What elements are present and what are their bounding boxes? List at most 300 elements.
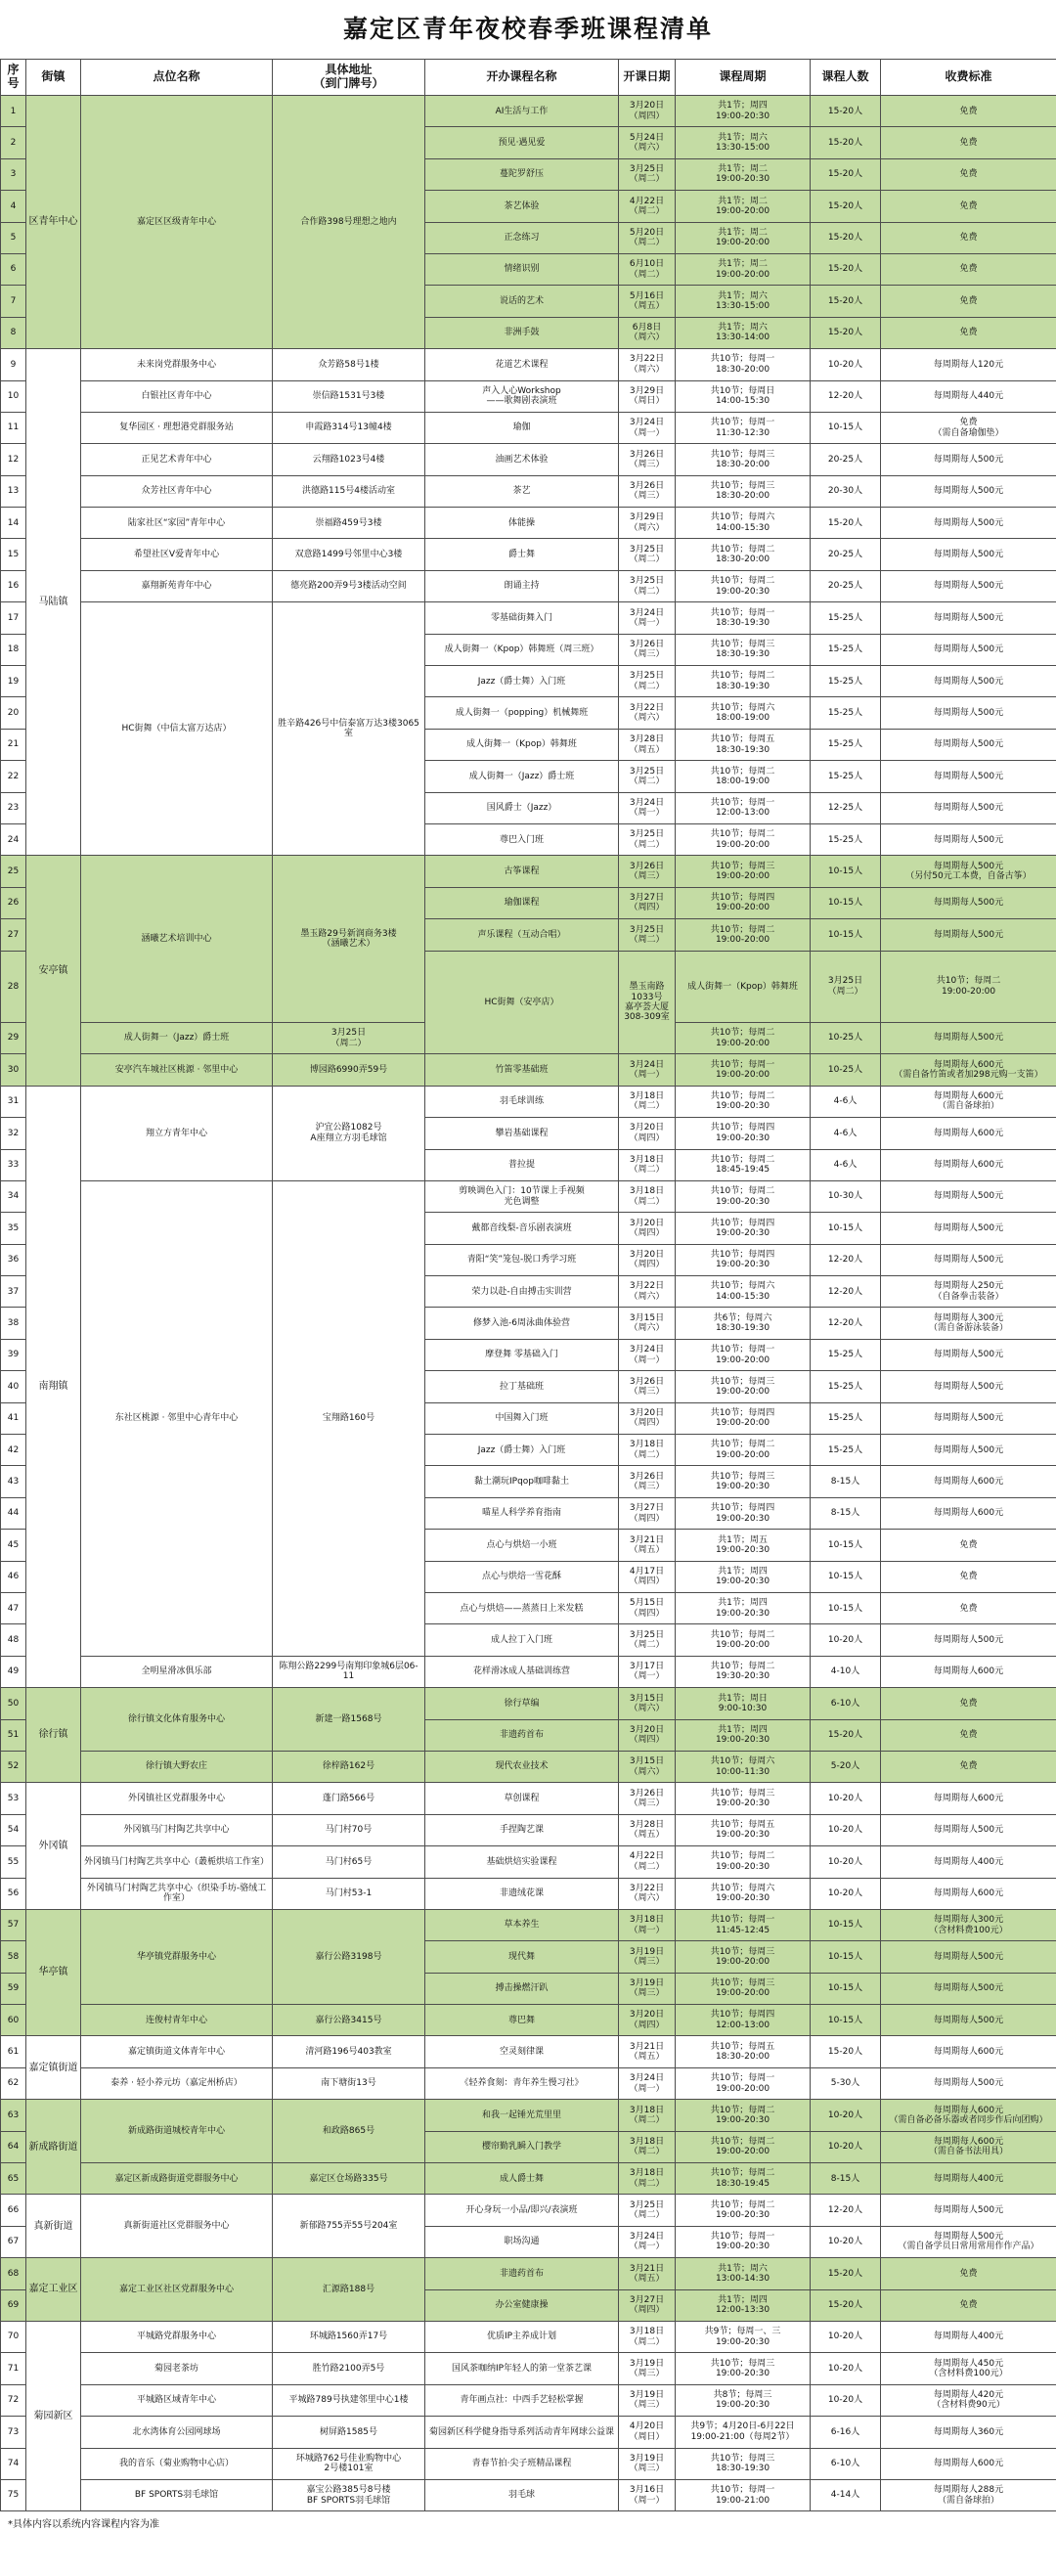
period-cell: 共8节；每周三 19:00-20:30 — [676, 2384, 811, 2416]
row-seq: 8 — [1, 317, 26, 348]
period-cell: 共10节；每周二 18:00-19:00 — [676, 761, 811, 792]
fee-cell: 每周期每人500元 — [881, 761, 1056, 792]
row-seq: 16 — [1, 570, 26, 601]
course-name-cell: 尊巴入门班 — [425, 823, 619, 855]
people-cell: 15-25人 — [811, 1402, 881, 1434]
people-cell: 20-25人 — [811, 444, 881, 475]
point-name-cell: 未来岗党群服务中心 — [81, 349, 273, 380]
point-name-cell: HC街舞（安亭店） — [425, 951, 619, 1054]
period-cell: 共10节；每周二 19:00-20:00 — [676, 1435, 811, 1466]
people-cell: 10-15人 — [811, 1561, 881, 1592]
table-row — [1, 570, 1056, 601]
fee-cell: 每周期每人400元 — [881, 1846, 1056, 1878]
row-seq: 57 — [1, 1909, 26, 1940]
course-name-cell: 现代舞 — [425, 1941, 619, 1973]
period-cell: 共1节；周四 19:00-20:30 — [676, 1592, 811, 1623]
address-cell: 环城路1560弄17号 — [273, 2321, 425, 2352]
period-cell: 共10节；每周一 19:00-20:00 — [676, 2067, 811, 2099]
fee-cell: 每周期每人500元 — [881, 729, 1056, 760]
fee-cell: 免费 — [881, 191, 1056, 222]
point-name-cell: 华亭镇党群服务中心 — [81, 1909, 273, 2004]
row-seq: 68 — [1, 2258, 26, 2289]
row-seq: 49 — [1, 1656, 26, 1687]
course-name-cell: 成人街舞一（Jazz）爵士班 — [81, 1022, 273, 1053]
address-cell: 云翔路1023号4楼 — [273, 444, 425, 475]
people-cell: 10-15人 — [811, 412, 881, 443]
course-name-cell: 点心与烘焙一雪花酥 — [425, 1561, 619, 1592]
course-name-cell: 声乐课程（互动合唱） — [425, 919, 619, 951]
row-seq: 51 — [1, 1719, 26, 1751]
period-cell: 共10节；每周六 14:00-15:30 — [676, 508, 811, 539]
start-date-cell: 3月19日 （周三） — [619, 2353, 676, 2384]
period-cell: 共10节；每周二 19:00-20:30 — [676, 2195, 811, 2226]
row-seq: 11 — [1, 412, 26, 443]
point-name-cell: 真新街道社区党群服务中心 — [81, 2195, 273, 2258]
fee-cell: 每周期每人500元 — [881, 1022, 1056, 1053]
start-date-cell: 4月22日 （周二） — [619, 1846, 676, 1878]
start-date-cell: 3月18日 （周二） — [619, 1149, 676, 1180]
fee-cell: 每周期每人600元 — [881, 1878, 1056, 1909]
fee-cell: 每周期每人500元 — [881, 539, 1056, 570]
row-seq: 26 — [1, 887, 26, 918]
table-row — [1, 2195, 1056, 2226]
course-name-cell: 非遗药首布 — [425, 2258, 619, 2289]
fee-cell: 每周期每人300元 （含材料费100元） — [881, 1909, 1056, 1940]
period-cell: 共1节；周四 12:00-13:30 — [676, 2289, 811, 2321]
street-cell: 南翔镇 — [26, 1086, 81, 1687]
address-cell: 清河路196号403教室 — [273, 2036, 425, 2067]
start-date-cell: 4月17日 （周四） — [619, 1561, 676, 1592]
table-row — [1, 2353, 1056, 2384]
course-name-cell: 尊巴舞 — [425, 2005, 619, 2036]
course-name-cell: 成人街舞一（popping）机械舞班 — [425, 697, 619, 729]
course-name-cell: 国风茶咖纳IP年轻人的第一堂茶艺课 — [425, 2353, 619, 2384]
people-cell: 15-20人 — [811, 317, 881, 348]
start-date-cell: 3月26日 （周三） — [619, 1371, 676, 1402]
row-seq: 6 — [1, 253, 26, 285]
table-row — [1, 1688, 1056, 1719]
table-row — [1, 2384, 1056, 2416]
period-cell: 共1节；周二 19:00-20:00 — [676, 253, 811, 285]
row-seq: 17 — [1, 602, 26, 634]
course-name-cell: 攀岩基础课程 — [425, 1118, 619, 1149]
row-seq: 32 — [1, 1118, 26, 1149]
point-name-cell: 翔立方青年中心 — [81, 1086, 273, 1180]
fee-cell: 每周期每人500元 — [881, 887, 1056, 918]
start-date-cell: 3月18日 （周二） — [619, 2131, 676, 2162]
course-name-cell: 非遗绒花课 — [425, 1878, 619, 1909]
fee-cell: 每周期每人500元 — [881, 666, 1056, 697]
fee-cell: 每周期每人500元 （需自备学员日常用常用作作产品） — [881, 2226, 1056, 2257]
people-cell: 10-15人 — [811, 856, 881, 887]
start-date-cell: 3月25日 （周二） — [619, 1624, 676, 1656]
point-name-cell: 北水湾体育公园网球场 — [81, 2417, 273, 2448]
period-cell: 共10节；每周二 19:00-20:30 — [676, 1180, 811, 1212]
fee-cell: 每周期每人250元 （自备拳击装备） — [881, 1276, 1056, 1308]
people-cell: 10-20人 — [811, 1814, 881, 1845]
table-row — [1, 2417, 1056, 2448]
row-seq: 64 — [1, 2131, 26, 2162]
fee-cell: 每周期每人600元 — [881, 2448, 1056, 2479]
period-cell: 共10节；每周三 19:00-20:30 — [676, 1466, 811, 1497]
period-cell: 共10节；每周一 19:00-20:30 — [676, 2226, 811, 2257]
course-name-cell: 拉丁基础班 — [425, 1371, 619, 1402]
course-name-cell: 瑜伽课程 — [425, 887, 619, 918]
period-cell: 共10节；每周二 19:00-20:30 — [676, 1086, 811, 1117]
fee-cell: 免费 — [881, 127, 1056, 158]
period-cell: 共1节；周四 19:00-20:30 — [676, 1561, 811, 1592]
header-date: 开课日期 — [619, 60, 676, 96]
course-name-cell: 成人街舞一（Kpop）韩舞班 — [676, 951, 811, 1022]
fee-cell: 每周期每人500元 — [881, 1213, 1056, 1244]
street-cell: 马陆镇 — [26, 349, 81, 856]
course-name-cell: 基础烘焙实验课程 — [425, 1846, 619, 1878]
period-cell: 共10节；每周三 19:00-20:00 — [676, 1941, 811, 1973]
start-date-cell: 3月25日 （周二） — [811, 951, 881, 1022]
start-date-cell: 3月21日 （周五） — [619, 1530, 676, 1561]
point-name-cell: BF SPORTS羽毛球馆 — [81, 2479, 273, 2510]
row-seq: 52 — [1, 1751, 26, 1782]
fee-cell: 每周期每人500元 — [881, 1941, 1056, 1973]
period-cell: 共10节；每周二 19:00-20:30 — [676, 570, 811, 601]
fee-cell: 每周期每人300元 （需自备游泳装备） — [881, 1308, 1056, 1339]
row-seq: 54 — [1, 1814, 26, 1845]
address-cell: 徐梓路162号 — [273, 1751, 425, 1782]
row-seq: 20 — [1, 697, 26, 729]
period-cell: 共9节；每周一、三 19:00-20:30 — [676, 2321, 811, 2352]
point-name-cell: 外冈镇马门村陶艺共享中心（织染手坊-骆绒工作室） — [81, 1878, 273, 1909]
people-cell: 15-25人 — [811, 634, 881, 665]
period-cell: 共10节；每周一 11:45-12:45 — [676, 1909, 811, 1940]
street-cell: 真新街道 — [26, 2195, 81, 2258]
course-name-cell: 喵星人科学养育指南 — [425, 1497, 619, 1529]
period-cell: 共10节；每周二 19:00-20:30 — [676, 1846, 811, 1878]
start-date-cell: 3月25日 （周二） — [273, 1022, 425, 1053]
row-seq: 61 — [1, 2036, 26, 2067]
header-seq: 序号 — [1, 60, 26, 96]
table-row — [1, 2036, 1056, 2067]
row-seq: 18 — [1, 634, 26, 665]
fee-cell: 每周期每人288元 （需自备球拍） — [881, 2479, 1056, 2510]
table-body — [1, 96, 1056, 2511]
street-cell: 菊园新区 — [26, 2321, 81, 2510]
period-cell: 共10节；每周三 19:00-20:00 — [676, 1973, 811, 2004]
course-name-cell: 朗诵主持 — [425, 570, 619, 601]
row-seq: 37 — [1, 1276, 26, 1308]
period-cell: 共10节；每周日 14:00-15:30 — [676, 380, 811, 412]
point-name-cell: 泰养 · 轻小养元坊（嘉定州桥店） — [81, 2067, 273, 2099]
start-date-cell: 3月18日 （周一） — [619, 1909, 676, 1940]
period-cell: 共9节；4月20日-6月22日 19:00-21:00（每周2节） — [676, 2417, 811, 2448]
fee-cell: 每周期每人600元 — [881, 1656, 1056, 1687]
address-cell: 蓬门路566号 — [273, 1783, 425, 1814]
table-row — [1, 1783, 1056, 1814]
course-name-cell: 国风爵士（Jazz） — [425, 792, 619, 823]
table-row — [1, 2321, 1056, 2352]
fee-cell: 免费 — [881, 1592, 1056, 1623]
people-cell: 12-20人 — [811, 1244, 881, 1275]
address-cell: 博园路6990弄59号 — [273, 1054, 425, 1086]
row-seq: 5 — [1, 222, 26, 253]
start-date-cell: 3月24日 （周一） — [619, 792, 676, 823]
start-date-cell: 3月27日 （周四） — [619, 1497, 676, 1529]
period-cell: 共10节；每周六 10:00-11:30 — [676, 1751, 811, 1782]
start-date-cell: 3月26日 （周三） — [619, 856, 676, 887]
fee-cell: 免费 — [881, 253, 1056, 285]
row-seq: 7 — [1, 286, 26, 317]
period-cell: 共10节；每周五 18:30-19:30 — [676, 729, 811, 760]
row-seq: 4 — [1, 191, 26, 222]
point-name-cell: 正见艺术青年中心 — [81, 444, 273, 475]
period-cell: 共10节；每周二 19:00-20:00 — [676, 919, 811, 951]
fee-cell: 每周期每人600元 （需自备必备乐器或者同步作后向团购） — [881, 2100, 1056, 2131]
start-date-cell: 3月16日 （周一） — [619, 2479, 676, 2510]
table-row — [1, 1054, 1056, 1086]
row-seq: 35 — [1, 1213, 26, 1244]
period-cell: 共1节；周六 13:30-15:00 — [676, 127, 811, 158]
people-cell: 5-20人 — [811, 1751, 881, 1782]
address-cell: 洪德路115号4楼活动室 — [273, 475, 425, 507]
start-date-cell: 3月18日 （周二） — [619, 1435, 676, 1466]
start-date-cell: 3月24日 （周一） — [619, 1054, 676, 1086]
people-cell: 4-6人 — [811, 1118, 881, 1149]
header-street: 街镇 — [26, 60, 81, 96]
fee-cell: 每周期每人500元 — [881, 634, 1056, 665]
people-cell: 15-25人 — [811, 697, 881, 729]
people-cell: 10-25人 — [811, 1054, 881, 1086]
table-row — [1, 2448, 1056, 2479]
period-cell: 共10节；每周一 19:00-20:00 — [676, 1339, 811, 1370]
row-seq: 46 — [1, 1561, 26, 1592]
row-seq: 50 — [1, 1688, 26, 1719]
fee-cell: 每周期每人500元 — [881, 602, 1056, 634]
fee-cell: 每周期每人600元 （需自备球拍） — [881, 1086, 1056, 1117]
course-name-cell: 搏击操燃汗趴 — [425, 1973, 619, 2004]
start-date-cell: 5月15日 （周四） — [619, 1592, 676, 1623]
point-name-cell: HC街舞（中信太富万达店） — [81, 602, 273, 856]
fee-cell: 免费 — [881, 1688, 1056, 1719]
start-date-cell: 4月20日 （周日） — [619, 2417, 676, 2448]
start-date-cell: 3月24日 （周一） — [619, 1339, 676, 1370]
row-seq: 1 — [1, 96, 26, 127]
course-name-cell: 徐行草编 — [425, 1688, 619, 1719]
address-cell: 马门村53-1 — [273, 1878, 425, 1909]
fee-cell: 免费 — [881, 96, 1056, 127]
start-date-cell: 3月24日 （周一） — [619, 412, 676, 443]
people-cell: 10-20人 — [811, 2100, 881, 2131]
fee-cell: 每周期每人500元 （另付50元工本费，自备古筝） — [881, 856, 1056, 887]
row-seq: 56 — [1, 1878, 26, 1909]
period-cell: 共10节；每周五 19:00-20:30 — [676, 1814, 811, 1845]
course-name-cell: 《轻养食刻：青年养生慢习社》 — [425, 2067, 619, 2099]
address-cell: 墨玉南路1033号 嘉亭荟大厦308-309室 — [619, 951, 676, 1054]
address-cell: 胜辛路426号中信泰富万达3楼3065室 — [273, 602, 425, 856]
course-name-cell: 成人街舞一（Jazz）爵士班 — [425, 761, 619, 792]
table-row — [1, 349, 1056, 380]
row-seq: 34 — [1, 1180, 26, 1212]
course-name-cell: 茶艺 — [425, 475, 619, 507]
start-date-cell: 3月25日 （周二） — [619, 158, 676, 190]
start-date-cell: 3月25日 （周二） — [619, 2195, 676, 2226]
people-cell: 15-25人 — [811, 1435, 881, 1466]
street-cell: 新成路街道 — [26, 2100, 81, 2195]
course-name-cell: 空灵刻律课 — [425, 2036, 619, 2067]
start-date-cell: 3月19日 （周三） — [619, 2448, 676, 2479]
header-period: 课程周期 — [676, 60, 811, 96]
point-name-cell: 外冈镇社区党群服务中心 — [81, 1783, 273, 1814]
start-date-cell: 3月29日 （周日） — [619, 380, 676, 412]
page-title: 嘉定区青年夜校春季班课程清单 — [342, 15, 713, 43]
fee-cell: 每周期每人600元 — [881, 1783, 1056, 1814]
start-date-cell: 3月18日 （周二） — [619, 1086, 676, 1117]
street-cell: 安亭镇 — [26, 856, 81, 1086]
course-name-cell: AI生活与工作 — [425, 96, 619, 127]
fee-cell: 每周期每人500元 — [881, 475, 1056, 507]
start-date-cell: 3月25日 （周二） — [619, 539, 676, 570]
address-cell: 汇源路188号 — [273, 2258, 425, 2322]
period-cell: 共1节；周六 13:30-15:00 — [676, 286, 811, 317]
row-seq: 72 — [1, 2384, 26, 2416]
header-course: 开办课程名称 — [425, 60, 619, 96]
course-name-cell: 开心身玩一小品/即兴/表演班 — [425, 2195, 619, 2226]
address-cell: 和政路865号 — [273, 2100, 425, 2163]
start-date-cell: 3月15日 （周六） — [619, 1688, 676, 1719]
period-cell: 共10节；每周一 18:30-19:30 — [676, 602, 811, 634]
table-row — [1, 2067, 1056, 2099]
course-name-cell: 非洲手鼓 — [425, 317, 619, 348]
address-cell: 双意路1499号邻里中心3楼 — [273, 539, 425, 570]
people-cell: 15-20人 — [811, 286, 881, 317]
course-name-cell: 非遗药首布 — [425, 1719, 619, 1751]
people-cell: 20-25人 — [811, 539, 881, 570]
fee-cell: 每周期每人500元 — [881, 2005, 1056, 2036]
start-date-cell: 3月18日 （周二） — [619, 1180, 676, 1212]
start-date-cell: 3月25日 （周二） — [619, 823, 676, 855]
point-name-cell: 外冈镇马门村陶艺共享中心 — [81, 1814, 273, 1845]
start-date-cell: 3月26日 （周三） — [619, 475, 676, 507]
period-cell: 共10节；每周一 12:00-13:00 — [676, 792, 811, 823]
start-date-cell: 3月28日 （周五） — [619, 729, 676, 760]
course-name-cell: 爵士舞 — [425, 539, 619, 570]
course-name-cell: 说话的艺术 — [425, 286, 619, 317]
course-name-cell: 正念练习 — [425, 222, 619, 253]
people-cell: 8-15人 — [811, 1497, 881, 1529]
fee-cell: 每周期每人500元 — [881, 1814, 1056, 1845]
course-name-cell: 草创课程 — [425, 1783, 619, 1814]
point-name-cell: 嘉定工业区社区党群服务中心 — [81, 2258, 273, 2322]
course-name-cell: 成人街舞一（Kpop）韩舞班（周三班） — [425, 634, 619, 665]
start-date-cell: 3月20日 （周四） — [619, 1244, 676, 1275]
people-cell: 15-25人 — [811, 1371, 881, 1402]
people-cell: 10-20人 — [811, 1624, 881, 1656]
start-date-cell: 4月22日 （周二） — [619, 191, 676, 222]
people-cell: 15-25人 — [811, 666, 881, 697]
people-cell: 6-10人 — [811, 1688, 881, 1719]
course-name-cell: 成人街舞一（Kpop）韩舞班 — [425, 729, 619, 760]
table-row — [1, 1086, 1056, 1117]
fee-cell: 每周期每人500元 — [881, 1624, 1056, 1656]
fee-cell: 每周期每人600元 （需自备书法用具） — [881, 2131, 1056, 2162]
start-date-cell: 3月27日 （周四） — [619, 887, 676, 918]
point-name-cell: 安亭汽车城社区桃源 · 邻里中心 — [81, 1054, 273, 1086]
period-cell: 共10节；每周二 19:00-20:00 — [676, 1022, 811, 1053]
start-date-cell: 3月15日 （周六） — [619, 1751, 676, 1782]
course-name-cell: 花道艺术课程 — [425, 349, 619, 380]
header-row — [1, 60, 1056, 96]
people-cell: 10-20人 — [811, 1878, 881, 1909]
point-name-cell: 全明星滑冰俱乐部 — [81, 1656, 273, 1687]
row-seq: 53 — [1, 1783, 26, 1814]
point-name-cell: 平城路党群服务中心 — [81, 2321, 273, 2352]
people-cell: 10-20人 — [811, 2353, 881, 2384]
row-seq: 59 — [1, 1973, 26, 2004]
start-date-cell: 3月28日 （周五） — [619, 1814, 676, 1845]
period-cell: 共1节；周四 19:00-20:30 — [676, 96, 811, 127]
row-seq: 21 — [1, 729, 26, 760]
point-name-cell: 嘉定区新成路街道党群服务中心 — [81, 2163, 273, 2195]
course-name-cell: 瑜伽 — [425, 412, 619, 443]
period-cell: 共10节；每周四 12:00-13:00 — [676, 2005, 811, 2036]
row-seq: 29 — [1, 1022, 26, 1053]
address-cell: 平城路789号执建邻里中心1楼 — [273, 2384, 425, 2416]
course-name-cell: 体能操 — [425, 508, 619, 539]
people-cell: 15-25人 — [811, 761, 881, 792]
table-row — [1, 444, 1056, 475]
people-cell: 8-15人 — [811, 2163, 881, 2195]
fee-cell: 每周期每人600元 — [881, 1149, 1056, 1180]
period-cell: 共10节；每周三 19:00-20:00 — [676, 1371, 811, 1402]
period-cell: 共10节；每周二 19:00-20:00 — [676, 823, 811, 855]
period-cell: 共1节；周六 13:30-14:00 — [676, 317, 811, 348]
start-date-cell: 3月26日 （周三） — [619, 1783, 676, 1814]
start-date-cell: 3月26日 （周三） — [619, 634, 676, 665]
fee-cell: 每周期每人500元 — [881, 919, 1056, 951]
point-name-cell: 外冈镇马门村陶艺共享中心（叢栀烘培工作室） — [81, 1846, 273, 1878]
people-cell: 10-20人 — [811, 2131, 881, 2162]
row-seq: 55 — [1, 1846, 26, 1878]
course-name-cell: Jazz（爵士舞）入门班 — [425, 1435, 619, 1466]
table-row — [1, 2479, 1056, 2510]
course-name-cell: 樱帘勤乳瞬入门教学 — [425, 2131, 619, 2162]
row-seq: 67 — [1, 2226, 26, 2257]
start-date-cell: 3月26日 （周三） — [619, 444, 676, 475]
period-cell: 共10节；每周二 19:30-20:30 — [676, 1656, 811, 1687]
period-cell: 共1节；周五 19:00-20:30 — [676, 1530, 811, 1561]
course-name-cell: 古筝课程 — [425, 856, 619, 887]
people-cell: 10-30人 — [811, 1180, 881, 1212]
point-name-cell: 涵曦艺术培训中心 — [81, 856, 273, 1023]
point-name-cell: 平城路区域青年中心 — [81, 2384, 273, 2416]
fee-cell: 每周期每人500元 — [881, 823, 1056, 855]
start-date-cell: 3月20日 （周四） — [619, 1118, 676, 1149]
point-name-cell: 嘉定区区级青年中心 — [81, 96, 273, 349]
course-name-cell: 青阳“笑”笼包-脱口秀学习班 — [425, 1244, 619, 1275]
row-seq: 39 — [1, 1339, 26, 1370]
street-cell: 华亭镇 — [26, 1909, 81, 2036]
address-cell: 胜竹路2100弄5号 — [273, 2353, 425, 2384]
row-seq: 13 — [1, 475, 26, 507]
start-date-cell: 3月22日 （周六） — [619, 697, 676, 729]
people-cell: 12-20人 — [811, 380, 881, 412]
people-cell: 10-15人 — [811, 1909, 881, 1940]
table-row — [1, 380, 1056, 412]
address-cell: 嘉行公路3415号 — [273, 2005, 425, 2036]
people-cell: 4-6人 — [811, 1086, 881, 1117]
fee-cell: 每周期每人600元 — [881, 1497, 1056, 1529]
fee-cell: 每周期每人500元 — [881, 444, 1056, 475]
row-seq: 31 — [1, 1086, 26, 1117]
row-seq: 30 — [1, 1054, 26, 1086]
